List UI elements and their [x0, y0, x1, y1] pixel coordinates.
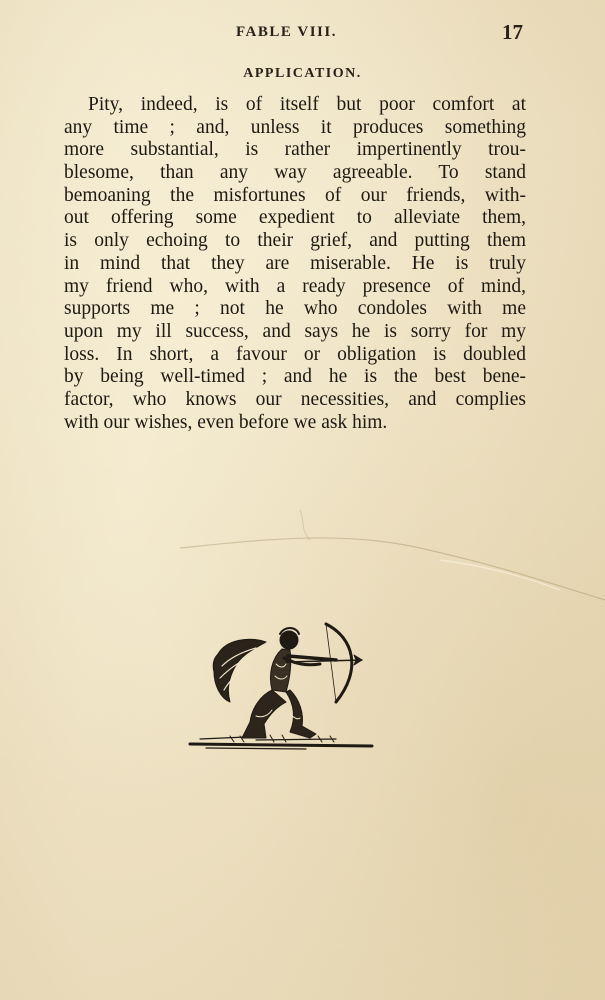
text-line: by being well-timed ; and he is the best bene- — [64, 366, 526, 388]
text-line: bemoaning the misfortunes of our friends, with- — [64, 184, 526, 206]
page-number: 17 — [502, 20, 523, 44]
text-line: my friend who, with a ready presence of mind, — [64, 275, 526, 297]
text-line: with our wishes, even before we ask him. — [64, 411, 388, 433]
text-line: supports me ; not he who condoles with me — [64, 298, 526, 320]
text-line: is only echoing to their grief, and putting them — [64, 230, 526, 252]
text-line: Pity, indeed, is of itself but poor comfort at — [88, 94, 526, 115]
text-line: loss. In short, a favour or obligation is doubled — [64, 343, 526, 365]
kneeling-cupid-archer-icon — [186, 618, 376, 756]
running-title: FABLE VIII. — [236, 24, 337, 40]
body-paragraph — [64, 94, 526, 434]
text-line: factor, who knows our necessities, and complies — [64, 388, 526, 410]
text-line: blesome, than any way agreeable. To stand — [64, 162, 526, 184]
text-line: more substantial, is rather impertinently trou- — [64, 139, 526, 161]
text-line: in mind that they are miserable. He is truly — [64, 252, 526, 274]
section-heading: APPLICATION. — [243, 66, 362, 81]
text-line: out offering some expedient to alleviate them, — [64, 207, 526, 229]
text-line: any time ; and, unless it produces something — [64, 116, 526, 138]
text-line: upon my ill success, and says he is sorry for my — [64, 320, 526, 342]
